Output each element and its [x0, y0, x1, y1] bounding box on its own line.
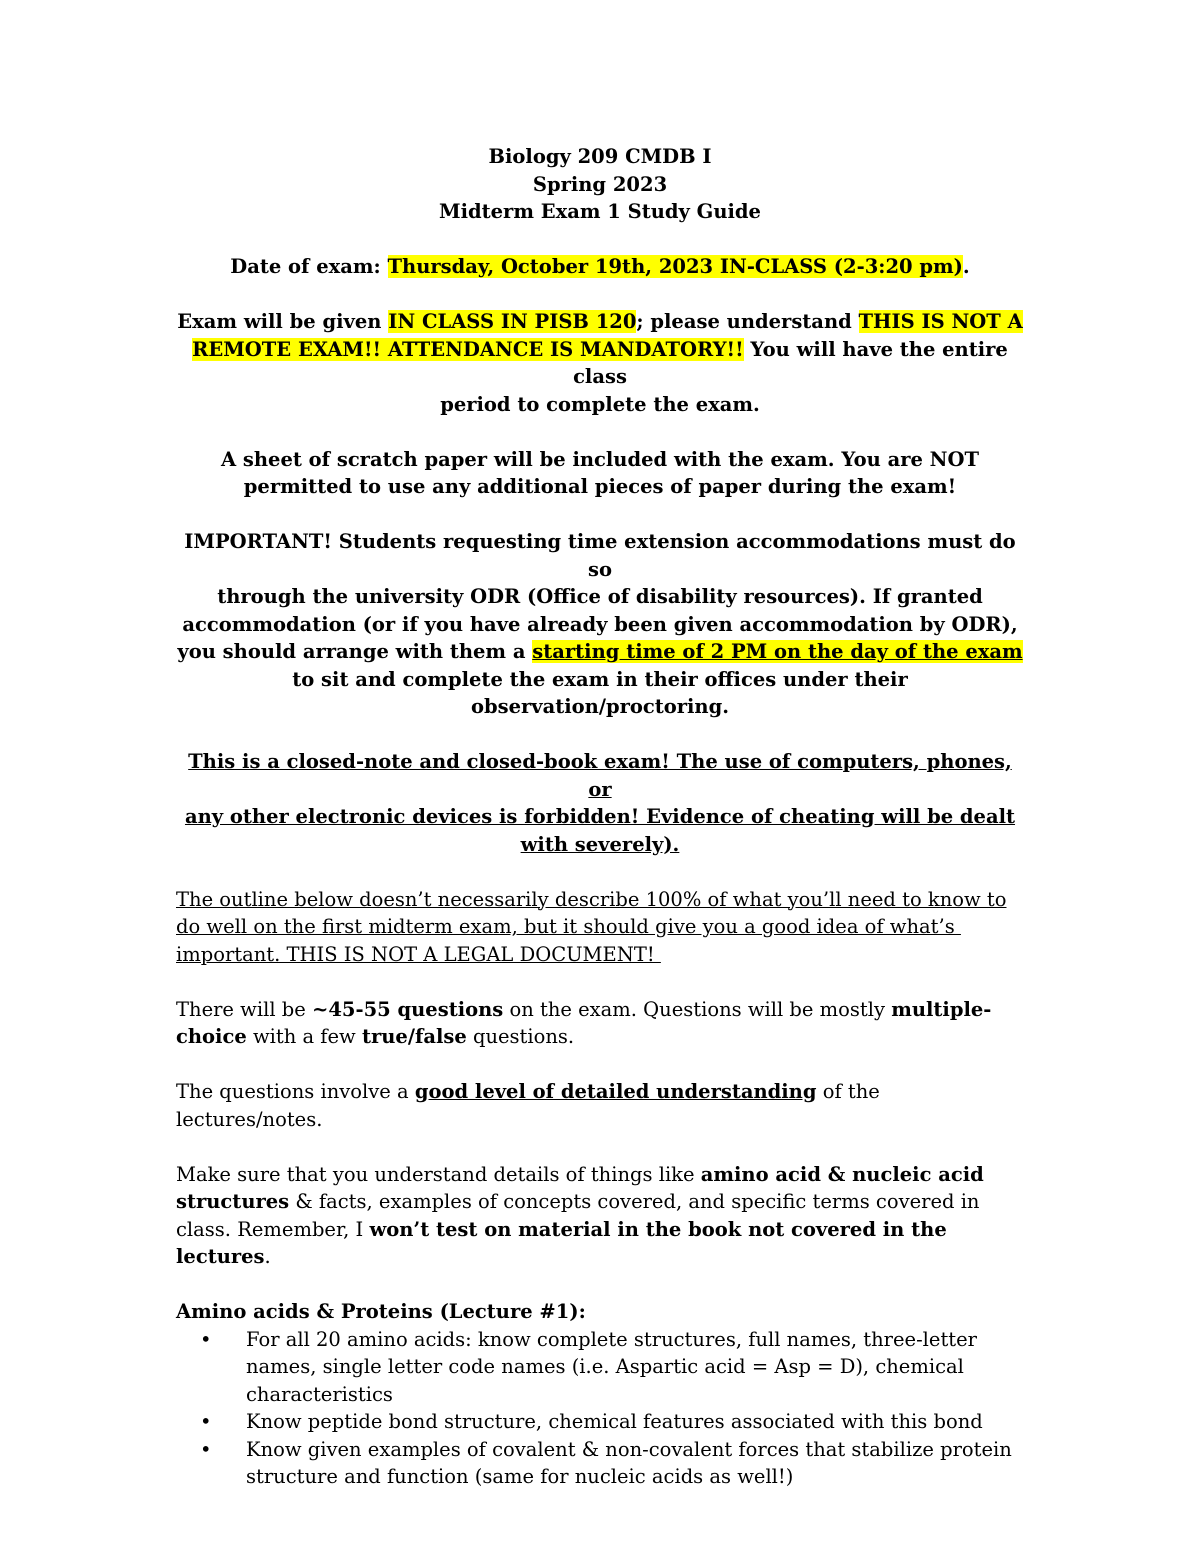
- list-item: • For all 20 amino acids: know complete structures, full names, three-letter names, single letter code names (i.e. Aspartic acid = Asp = D), chemical characteristics: [200, 1327, 977, 1406]
- attendance-highlight: REMOTE EXAM!! ATTENDANCE IS MANDATORY!!: [192, 337, 744, 361]
- remote-warning-highlight: THIS IS NOT A: [858, 310, 1023, 333]
- list-item: • Know given examples of covalent & non-covalent forces that stabilize protein structure and function (same for nucleic acids as well!): [200, 1437, 1012, 1488]
- exam-date-value: Thursday, October 19th, 2023 IN-CLASS (2-3:20 pm): [387, 255, 963, 278]
- topic-list: [176, 1326, 1024, 1491]
- section-heading: Amino acids & Proteins (Lecture #1):: [176, 1300, 586, 1323]
- understanding-level-note: The questions involve a good level of detailed understanding of the lectures/notes.: [176, 1080, 880, 1131]
- bullet-icon: •: [200, 1437, 212, 1461]
- closed-book-warning: This is a closed-note and closed-book exam! The use of computers, phones, or any other electronic devices is forbidden! Evidence of cheating will be dealt with severely).: [184, 750, 1016, 856]
- term: Spring 2023: [532, 172, 668, 196]
- question-count-note: There will be ~45-55 questions on the exam. Questions will be mostly multiple- choice with a few true/false questions.: [176, 997, 992, 1048]
- bullet-icon: •: [200, 1327, 212, 1351]
- details-note: Make sure that you understand details of things like amino acid & nucleic acid structures & facts, examples of concepts covered, and specific terms covered in class. Remember, I won’t test on material in the book not covered in the lectures.: [176, 1162, 984, 1268]
- course-title: Biology 209 CMDB I: [488, 145, 712, 168]
- accommodations-note: IMPORTANT! Students requesting time extension accommodations must do so through the university ODR (Office of disability resources). If granted accommodation (or if you have already been given accommodation by ODR), you should arrange with them a starting time of 2 PM on the day of the exam to sit and complete the exam in their offices under their observation/proctoring.: [177, 530, 1023, 718]
- outline-disclaimer: The outline below doesn’t necessarily describe 100% of what you’ll need to know to do well on the first midterm exam, but it should give you a good idea of what’s important. THIS IS NOT A LEGAL DOCUMENT!: [176, 887, 1007, 966]
- document-body: [176, 143, 1024, 1491]
- exam-date-label: Date of exam:: [230, 255, 388, 278]
- document-header: [176, 143, 1024, 226]
- location-highlight: IN CLASS IN PISB 120: [388, 310, 637, 333]
- bullet-icon: •: [200, 1410, 212, 1433]
- amino-acids-section: [176, 1298, 1024, 1491]
- page-title: Midterm Exam 1 Study Guide: [439, 200, 761, 223]
- exam-date: Date of exam: Thursday, October 19th, 2023 IN-CLASS (2-3:20 pm).: [230, 255, 970, 278]
- start-time-highlight: starting time of 2 PM on the day of the exam: [532, 640, 1023, 663]
- exam-location: Exam will be given IN CLASS IN PISB 120; please understand THIS IS NOT A REMOTE EXAM!! ATTENDANCE IS MANDATORY!! You will have the entire class period to complete the exam.: [177, 310, 1023, 416]
- list-item: • Know peptide bond structure, chemical features associated with this bond: [176, 1408, 1024, 1436]
- scratch-paper-note: A sheet of scratch paper will be included with the exam. You are NOT permitted to use any additional pieces of paper during the exam!: [220, 447, 980, 498]
